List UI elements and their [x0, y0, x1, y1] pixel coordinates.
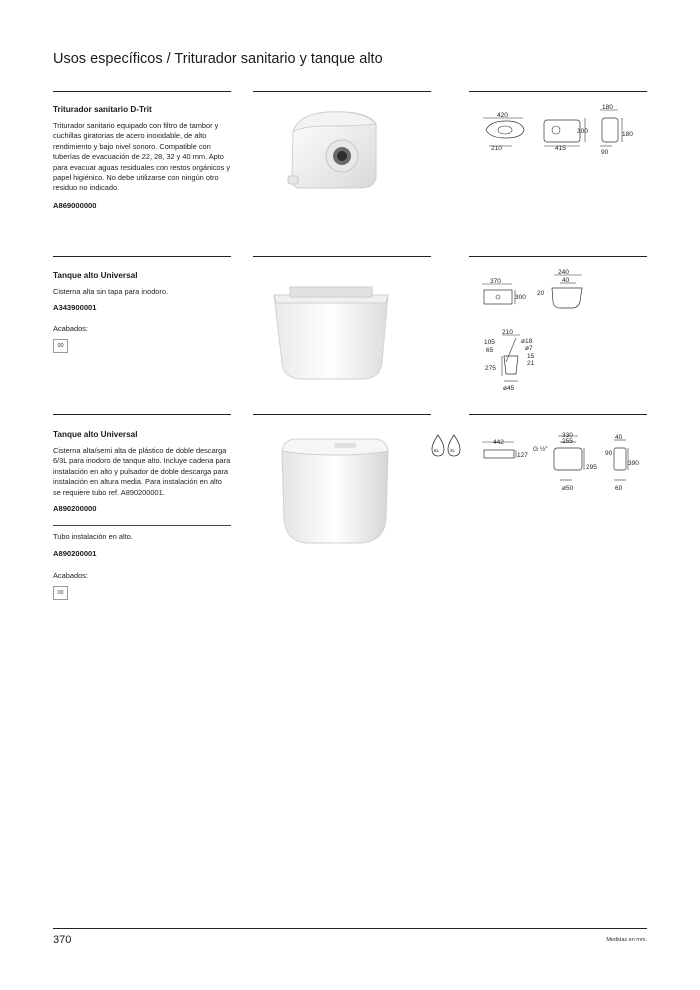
d-trit-technical-drawing [476, 104, 646, 160]
product-description: Tubo instalación en alto. [53, 532, 133, 542]
dim-label: ø50 [562, 485, 574, 492]
dim-label: 275 [485, 365, 496, 372]
product-reference: A890200000 [53, 504, 97, 514]
product-info-d-trit [53, 96, 231, 210]
dim-label: 300 [577, 128, 588, 135]
dim-label: 90 [605, 450, 613, 457]
footer-divider [53, 928, 647, 929]
product-description: Cisterna alta/semi alta de plástico de doble descarga 6/3L para inodoro de tanque alto. Incluye cadena para instalación en alto y pulsador de doble descarga para instalación en altura media. Para instalación en alto se requiere tubo ref. A890200001. [53, 446, 231, 497]
finishes-label: Acabados: [53, 324, 88, 334]
finish-swatch: 00 [53, 586, 68, 600]
dim-label: ø18 [521, 338, 533, 345]
dim-label: 330 [562, 432, 573, 439]
footer-note: Medidas en mm. [606, 937, 647, 943]
tanque-plastico-photo [276, 435, 394, 547]
d-trit-photo [268, 100, 398, 198]
dim-label: 210 [502, 329, 513, 336]
section-divider [469, 256, 647, 257]
dim-label: 40 [615, 434, 623, 441]
page-title: Usos específicos / Triturador sanitario y tanque alto [53, 51, 383, 67]
dim-label: ø45 [503, 385, 515, 392]
dim-label: 15 [527, 353, 535, 360]
dim-label: 415 [555, 145, 566, 152]
dim-label: 300 [515, 294, 526, 301]
flush-volume-badges [430, 432, 462, 460]
badge-label: 6L [434, 448, 440, 453]
product-description: Triturador sanitario equipado con filtro de tambor y cuchillas giratorias de acero inoxidable, de alto rendimiento y bajo nivel sonoro. Compatible con tuberías de evacuación de 22, 28, 32 y 40 mm. Apto para evacuar aguas residuales con restos orgánicos y papel higiénico. No debe utilizarse con ningún otro residuo no indicado. [53, 121, 231, 193]
dim-label: 255 [562, 438, 573, 445]
dim-label: 180 [602, 104, 613, 111]
finish-swatch: 00 [53, 339, 68, 353]
product-description: Cisterna alta sin tapa para inodoro. [53, 287, 169, 296]
finishes-label: Acabados: [53, 571, 88, 581]
product-reference: A890200001 [53, 549, 97, 559]
page-number: 370 [53, 934, 72, 946]
section-divider [253, 256, 431, 257]
dim-label: 21 [527, 360, 535, 367]
product-reference: A869000000 [53, 200, 97, 210]
tanque-ceramico-photo [270, 285, 394, 385]
section-divider [53, 414, 231, 415]
product-name: Tanque alto Universal [53, 430, 138, 439]
dim-label: G ½" [533, 446, 548, 453]
section-divider [253, 414, 431, 415]
dim-label: 20 [537, 290, 545, 297]
tanque-plastico-technical-drawing [476, 428, 646, 496]
section-divider [53, 256, 231, 257]
dim-label: 390 [628, 460, 639, 467]
dim-label: 127 [517, 452, 528, 459]
dim-label: 442 [493, 439, 504, 446]
dim-label: 210 [491, 145, 502, 152]
tanque-ceramico-technical-drawing [476, 268, 646, 396]
dim-label: 370 [490, 278, 501, 285]
dim-label: 180 [622, 131, 633, 138]
product-name: Tanque alto Universal [53, 271, 138, 280]
dim-label: 90 [601, 149, 609, 156]
product-reference: A343900001 [53, 303, 97, 313]
dim-label: 420 [497, 112, 508, 119]
dim-label: 65 [486, 347, 494, 354]
section-divider [469, 414, 647, 415]
dim-label: 295 [586, 464, 597, 471]
product-name: Triturador sanitario D-Trit [53, 105, 152, 114]
dim-label: ø7 [525, 345, 533, 352]
section-divider [469, 91, 647, 92]
product-info-tanque-ceramico [53, 262, 231, 353]
dim-label: 60 [615, 485, 623, 492]
section-divider [253, 91, 431, 92]
dim-label: 240 [558, 269, 569, 276]
sub-divider [53, 525, 231, 526]
product-info-tanque-plastico [53, 421, 231, 600]
dim-label: 105 [484, 339, 495, 346]
dim-label: 40 [562, 277, 570, 284]
section-divider [53, 91, 231, 92]
badge-label: 3L [450, 448, 456, 453]
